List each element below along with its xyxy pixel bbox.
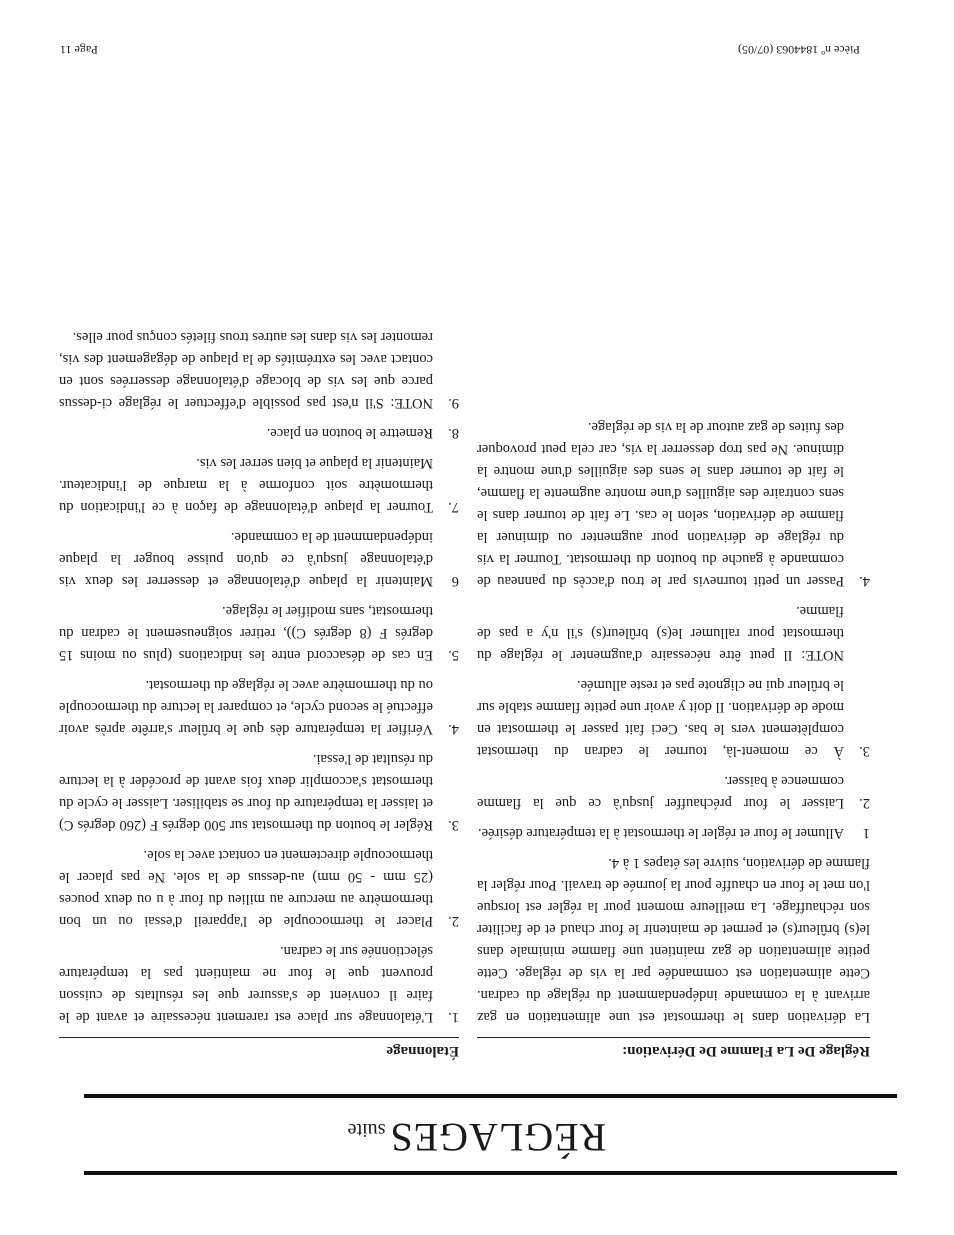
footer-page-number: Page 11 [60, 43, 98, 57]
title-suffix: suite [347, 1119, 386, 1141]
step-text: Maintenir la plaque d'étalonnage et desserrer les deux vis d'étalonnage jusqu'à ce qu'on puisse bouger la plaque indépendamment de la commande. [59, 529, 433, 589]
page-title [0, 1106, 954, 1161]
step-text: Laisser le four préchauffer jusqu'à ce que la flamme commence à baisser. [477, 773, 844, 811]
calibration-step [59, 526, 459, 592]
step-number: 2. [448, 913, 459, 929]
step-number: 1 [862, 825, 870, 841]
section-calibration [59, 318, 459, 1060]
pilot-step [477, 674, 870, 762]
step-text: Tourner la plaque d'étalonnage de façon à ce l'indication du thermomètre soit conforme à la marque de l'indicateur. Maintenir la plaque et bien serrer les vis. [59, 455, 433, 515]
calibration-step [59, 326, 459, 414]
calibration-step [59, 600, 459, 666]
pilot-step [477, 822, 870, 844]
title-text: RÉGLAGES [389, 1115, 607, 1160]
footer-part-number: Pièce nº 1844063 (07/05) [737, 43, 860, 57]
step-text: Allumer le four et régler le thermostat à la température désirée. [478, 825, 844, 841]
step-number: 4. [448, 721, 459, 737]
step-text: L'étalonnage sur place est rarement nécessaire et avant de le faire il convient de s'assurer que les résultats de cuisson prouvent que le four ne maintient pas la température sélectionnée sur le cadran. [59, 943, 433, 1025]
step-number: 9. [448, 395, 459, 411]
calibration-step [59, 748, 459, 836]
step-text: Vérifier la température dès que le brûleur s'arrête après avoir effectué le second cycle, et comparer la lecture du thermocouple ou du thermomètre avec le réglage du thermostat. [59, 677, 433, 737]
calibration-step [59, 940, 459, 1028]
step-number: 8. [448, 425, 459, 441]
step-text: Régler le bouton du thermostat sur 500 degrés F (260 degrés C) et laisser la température du four se stabiliser. Laisser le cycle du thermostat s'accomplir deux fois avant de procéder à la lecture du résultat de l'essai. [59, 751, 433, 833]
step-number: 2. [859, 795, 870, 811]
pilot-step [477, 416, 870, 592]
pilot-note: NOTE: Il peut être nécessaire d'augmenter le réglage du thermostat pour rallumer le(s) brûleur(s) s'il n'y a pas de flamme. [477, 603, 844, 663]
step-number: 3. [859, 743, 870, 759]
step-number: 1. [448, 1009, 459, 1025]
section-pilot-flame [477, 408, 870, 1060]
pilot-step [477, 770, 870, 814]
step-text: Passer un petit tournevis par le trou d'accès du panneau de commande à gauche du bouton du thermostat. Tourner la vis du réglage de dérivation pour augmenter ou diminuer la flamme de dérivation, selon le cas. Le fait de tourner dans le sens contraire des aiguilles d'une montre augmente la flamme, le fait de tourner dans le sens des aiguilles d'une montre la diminue. Ne pas trop desserrer la vis, car cela peut provoquer des fuites de gaz autour de la vis de réglage. [477, 419, 844, 589]
step-text: Remettre le bouton en place. [266, 425, 433, 441]
step-text: NOTE: S'il n'est pas possible d'effectuer le réglage ci-dessus parce que les vis de blocage d'étalonnage desserrées sont en contact avec les extrémités de la plaque de dégagement des vis, remonter les vis dans les autres trous filetés conçus pour elles. [59, 329, 433, 411]
section-heading-calibration: Étalonnage [59, 1037, 459, 1060]
step-text: À ce moment-là, tourner le cadran du thermostat complètement vers le bas. Ceci fait passer le thermostat en mode de dérivation. Il doit y avoir une petite flamme stable sur le brûleur qui ne clignote pas et reste allumée. [477, 677, 844, 759]
step-number: 3. [448, 817, 459, 833]
step-number: 7. [448, 499, 459, 515]
step-number: 4. [859, 573, 870, 589]
step-number: 6 [451, 573, 459, 589]
pilot-intro: La dérivation dans le thermostat est une alimentation en gaz arrivant à la commande indépendamment du réglage du cadran. Cette alimentation est commandée par la vis de réglage. Cette petite alimentation de gaz maintient une flamme minimale dans le(s) brûleur(s) et permet de maintenir le four chaud et de faciliter son réchauffage. La meilleure moment pour la régler est lorsque l'on met le four en chauffe pour la journée de travail. Pour régler la flamme de dérivation, suivre les étapes 1 à 4. [477, 855, 870, 1025]
calibration-step [59, 422, 459, 444]
title-rule-top [84, 1171, 897, 1175]
title-rule-bottom [84, 1094, 897, 1098]
step-text: Placer le thermocouple de l'appareil d'essai ou un bon thermomètre au mercure au milieu du four à u ou deux pouces (25 mm - 50 mm) au-dessus de la sole. Ne pas placer le thermocouple directement en contact avec la sole. [59, 847, 433, 929]
calibration-step [59, 452, 459, 518]
calibration-step [59, 674, 459, 740]
step-text: En cas de désaccord entre les indications (plus ou moins 15 degrés F (8 degrés C)), retirer soigneusement le cadran du thermostat, sans modifier le réglage. [59, 603, 433, 663]
section-heading-pilot: Réglage De La Flamme De Dérivation: [477, 1037, 870, 1060]
step-number: 5. [448, 647, 459, 663]
calibration-step [59, 844, 459, 932]
